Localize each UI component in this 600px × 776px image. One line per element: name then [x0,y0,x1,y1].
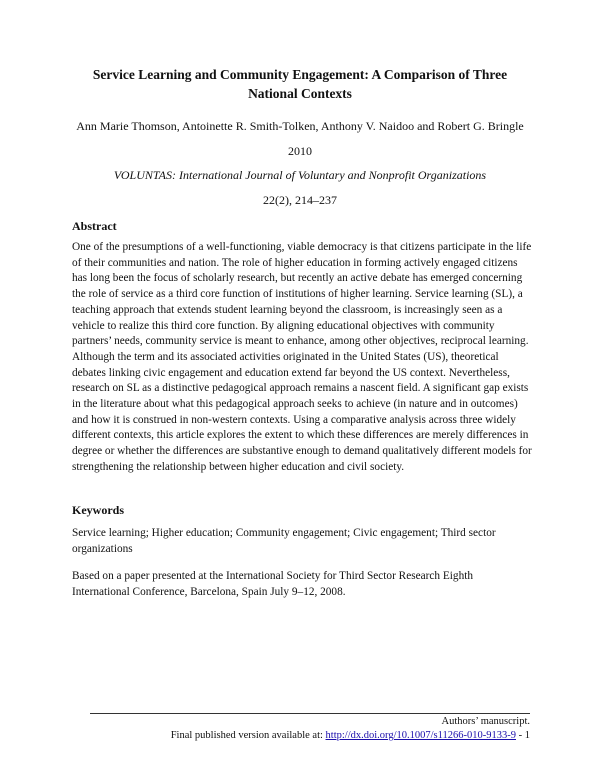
publication-year: 2010 [288,144,312,158]
footer-manuscript-label: Authors’ manuscript. [441,716,530,727]
footer-published-prefix: Final published version available at: [170,730,326,741]
keywords-text: Service learning; Higher education; Community engagement; Civic engagement; Third sector organizations [72,527,496,555]
footer-published-line [171,730,530,741]
conference-note: Based on a paper presented at the International Society for Third Sector Research Eighth International Conference, Barcelona, Spain July 9–12, 2008. [72,570,474,598]
footer-divider [90,713,530,714]
volume-pages: 22(2), 214–237 [263,193,337,207]
title-line-2: National Contexts [248,86,352,101]
abstract-heading: Abstract [72,219,117,233]
journal-name: VOLUNTAS: International Journal of Voluntary and Nonprofit Organizations [113,168,487,182]
abstract-text: One of the presumptions of a well-functioning, viable democracy is that citizens participate in the life of their communities and nation. The role of higher education in forming actively engaged citizens has long been the focus of scholarly research, but recently an active debate has emerged concerning the role of service as a third core function of institutions of higher learning. Service learning (SL), a teaching approach that extends student learning beyond the classroom, is increasingly seen as a vehicle to realize this third core function. By aligning educational objectives with community partners’ needs, community service is meant to enhance, among other objectives, reciprocal learning. Although the term and its associated activities originated in the United States (US), theoretical debates linking civic engagement and education extend far beyond the US context. Nevertheless, research on SL as a distinctive pedagogical approach remains a nascent field. A significant gap exists in the literature about what this pedagogical approach seeks to achieve (in nature and in outcomes) and how it is construed in non-western contexts. Using a comparative analysis across three widely different contexts, this article explores the extent to which these differences are merely differences in degree or whether the differences are substantive enough to demand qualitatively different models for strengthening the relationship between higher education and civil society. [72,241,532,473]
page-number: - 1 [516,730,530,741]
doi-link[interactable]: http://dx.doi.org/10.1007/s11266-010-9133-9 [325,730,516,741]
keywords-heading: Keywords [72,503,124,517]
paper-title [60,65,540,103]
title-line-1: Service Learning and Community Engagement: A Comparison of Three [92,67,508,82]
author-list: Ann Marie Thomson, Antoinette R. Smith-Tolken, Anthony V. Naidoo and Robert G. Bringle [76,119,524,133]
